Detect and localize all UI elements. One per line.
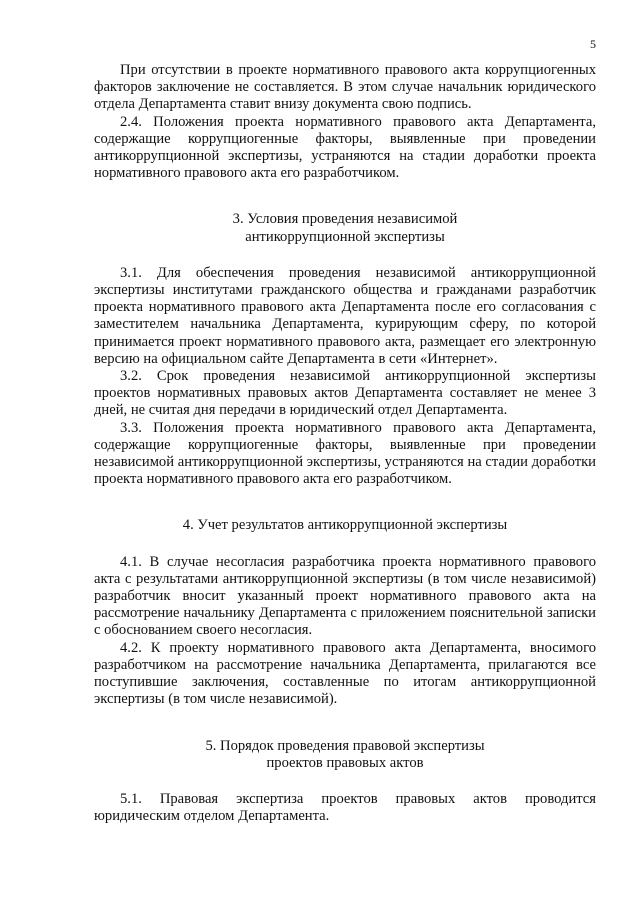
section-3-heading-line-2: антикоррупционной экспертизы: [245, 228, 445, 245]
section-5-heading: [94, 738, 596, 772]
section-4-heading: [94, 517, 596, 534]
paragraph-2-3-continuation: При отсутствии в проекте нормативного правового акта коррупциогенных факторов заключение не составляется. В этом случае начальник юридического отдела Департамента ставит внизу документа свою подпись.: [94, 62, 596, 113]
spacer: [94, 182, 596, 211]
section-4-heading-line: 4. Учет результатов антикоррупционной экспертизы: [182, 517, 508, 534]
section-3-heading: [94, 211, 596, 245]
section-5-heading-line-2: проектов правовых актов: [266, 754, 424, 771]
spacer: [94, 488, 596, 517]
document-body: [94, 62, 596, 825]
spacer: [94, 709, 596, 738]
section-5-heading-line-1: 5. Порядок проведения правовой экспертизы: [205, 737, 485, 754]
paragraph-3-3: 3.3. Положения проекта нормативного правового акта Департамента, содержащие коррупциогенные факторы, выявленные при проведении независимой антикоррупционной экспертизы, устраняются на стадии доработки проекта нормативного правового акта его разработчиком.: [94, 419, 596, 488]
paragraph-5-1: 5.1. Правовая экспертиза проектов правовых актов проводится юридическим отделом Департамента.: [94, 790, 596, 825]
paragraph-3-1: 3.1. Для обеспечения проведения независимой антикоррупционной экспертизы институтами гражданского общества и гражданами разработчик проекта нормативного правового акта Департамента после его согласования с заместителем начальника Департамента, курирующим сферу, по которой принимается проект нормативного правового акта, размещает его электронную версию на официальном сайте Департамента в сети «Интернет».: [94, 264, 596, 367]
paragraph-4-1: 4.1. В случае несогласия разработчика проекта нормативного правового акта с результатами антикоррупционной экспертизы (в том числе независимой) разработчик вносит указанный проект нормативного правового акта на рассмотрение начальнику Департамента с приложением пояснительной записки с обоснованием своего несогласия.: [94, 553, 596, 639]
spacer: [94, 535, 596, 554]
spacer: [94, 772, 596, 791]
paragraph-4-2: 4.2. К проекту нормативного правового акта Департамента, вносимого разработчиком на рассмотрение начальника Департамента, прилагаются все поступившие заключения, составленные по итогам антикоррупционной экспертизы (в том числе независимой).: [94, 639, 596, 708]
section-3-heading-line-1: 3. Условия проведения независимой: [232, 211, 458, 228]
paragraph-3-2: 3.2. Срок проведения независимой антикоррупционной экспертизы проектов нормативных правовых актов Департамента составляет не менее 3 дней, не считая дня передачи в юридический отдел Департамента.: [94, 368, 596, 419]
paragraph-2-4: 2.4. Положения проекта нормативного правового акта Департамента, содержащие коррупциогенные факторы, выявленные при проведении антикоррупционной экспертизы, устраняются на стадии доработки проекта нормативного правового акта его разработчиком.: [94, 113, 596, 182]
spacer: [94, 246, 596, 265]
page-number: 5: [590, 37, 596, 51]
